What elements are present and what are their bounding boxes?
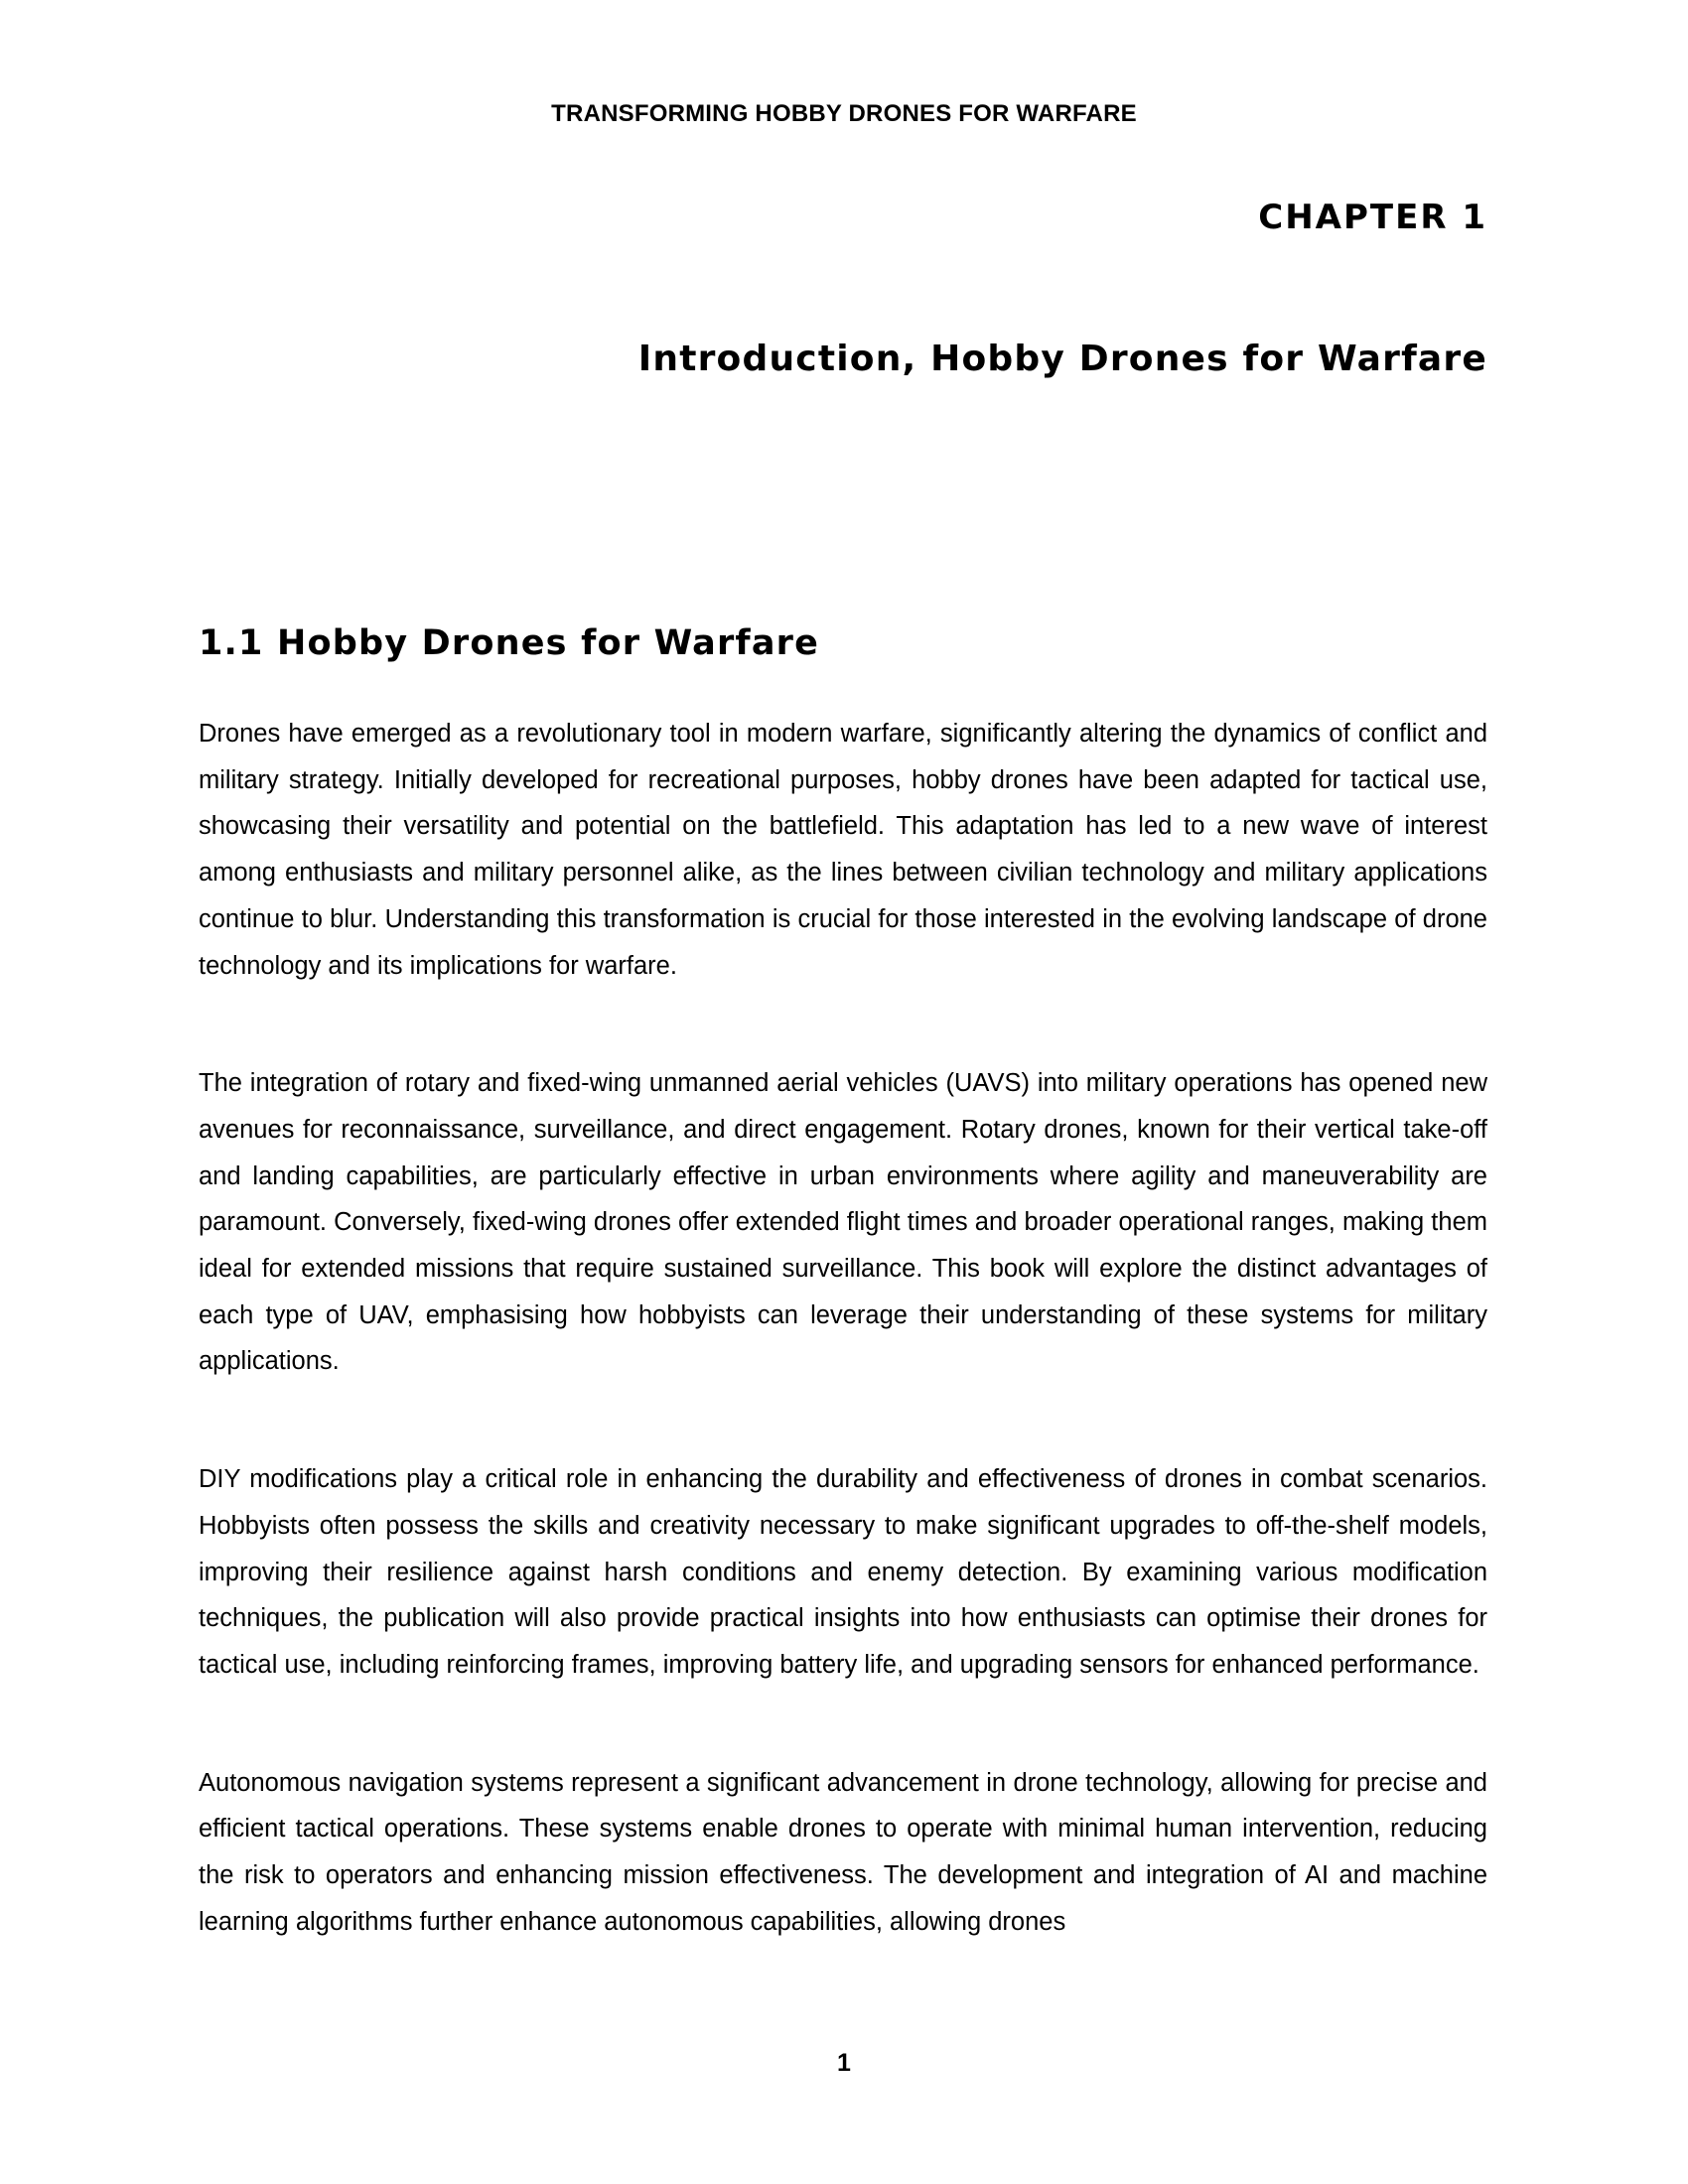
paragraph: The integration of rotary and fixed-wing unmanned aerial vehicles (UAVS) into military operations has opened new avenues for reconnaissance, surveillance, and direct engagement. Rotary drones, known for their vertical take-off and landing capabilities, are particularly effective in urban environments where agility and maneuverability are paramount. Conversely, fixed-wing drones offer extended flight times and broader operational ranges, making them ideal for extended missions that require sustained surveillance. This book will explore the distinct advantages of each type of UAV, emphasising how hobbyists can leverage their understanding of these systems for military applications.: [199, 1069, 1487, 1376]
chapter-title: Introduction, Hobby Drones for Warfare: [637, 339, 1487, 379]
paragraph: Autonomous navigation systems represent a significant advancement in drone technology, allowing for precise and efficient tactical operations. These systems enable drones to operate with minimal human intervention, reducing the risk to operators and enhancing mission effectiveness. The development and integration of AI and machine learning algorithms further enhance autonomous capabilities, allowing drones: [199, 1768, 1487, 1936]
body-text: [199, 711, 1487, 2016]
section-heading: 1.1 Hobby Drones for Warfare: [199, 623, 820, 663]
paragraph: Drones have emerged as a revolutionary tool in modern warfare, significantly altering the dynamics of conflict and military strategy. Initially developed for recreational purposes, hobby drones have been adapted for tactical use, showcasing their versatility and potential on the battlefield. This adaptation has led to a new wave of interest among enthusiasts and military personnel alike, as the lines between civilian technology and military applications continue to blur. Understanding this transformation is crucial for those interested in the evolving landscape of drone technology and its implications for warfare.: [199, 720, 1487, 980]
running-header: TRANSFORMING HOBBY DRONES FOR WARFARE: [551, 100, 1137, 127]
paragraph: DIY modifications play a critical role in enhancing the durability and effectiveness of drones in combat scenarios. Hobbyists often possess the skills and creativity necessary to make significant upgrades to off-the-shelf models, improving their resilience against harsh conditions and enemy detection. By examining various modification techniques, the publication will also provide practical insights into how enthusiasts can optimise their drones for tactical use, including reinforcing frames, improving battery life, and upgrading sensors for enhanced performance.: [199, 1465, 1487, 1679]
chapter-label: CHAPTER 1: [1258, 198, 1487, 237]
page-number: 1: [837, 2049, 851, 2077]
